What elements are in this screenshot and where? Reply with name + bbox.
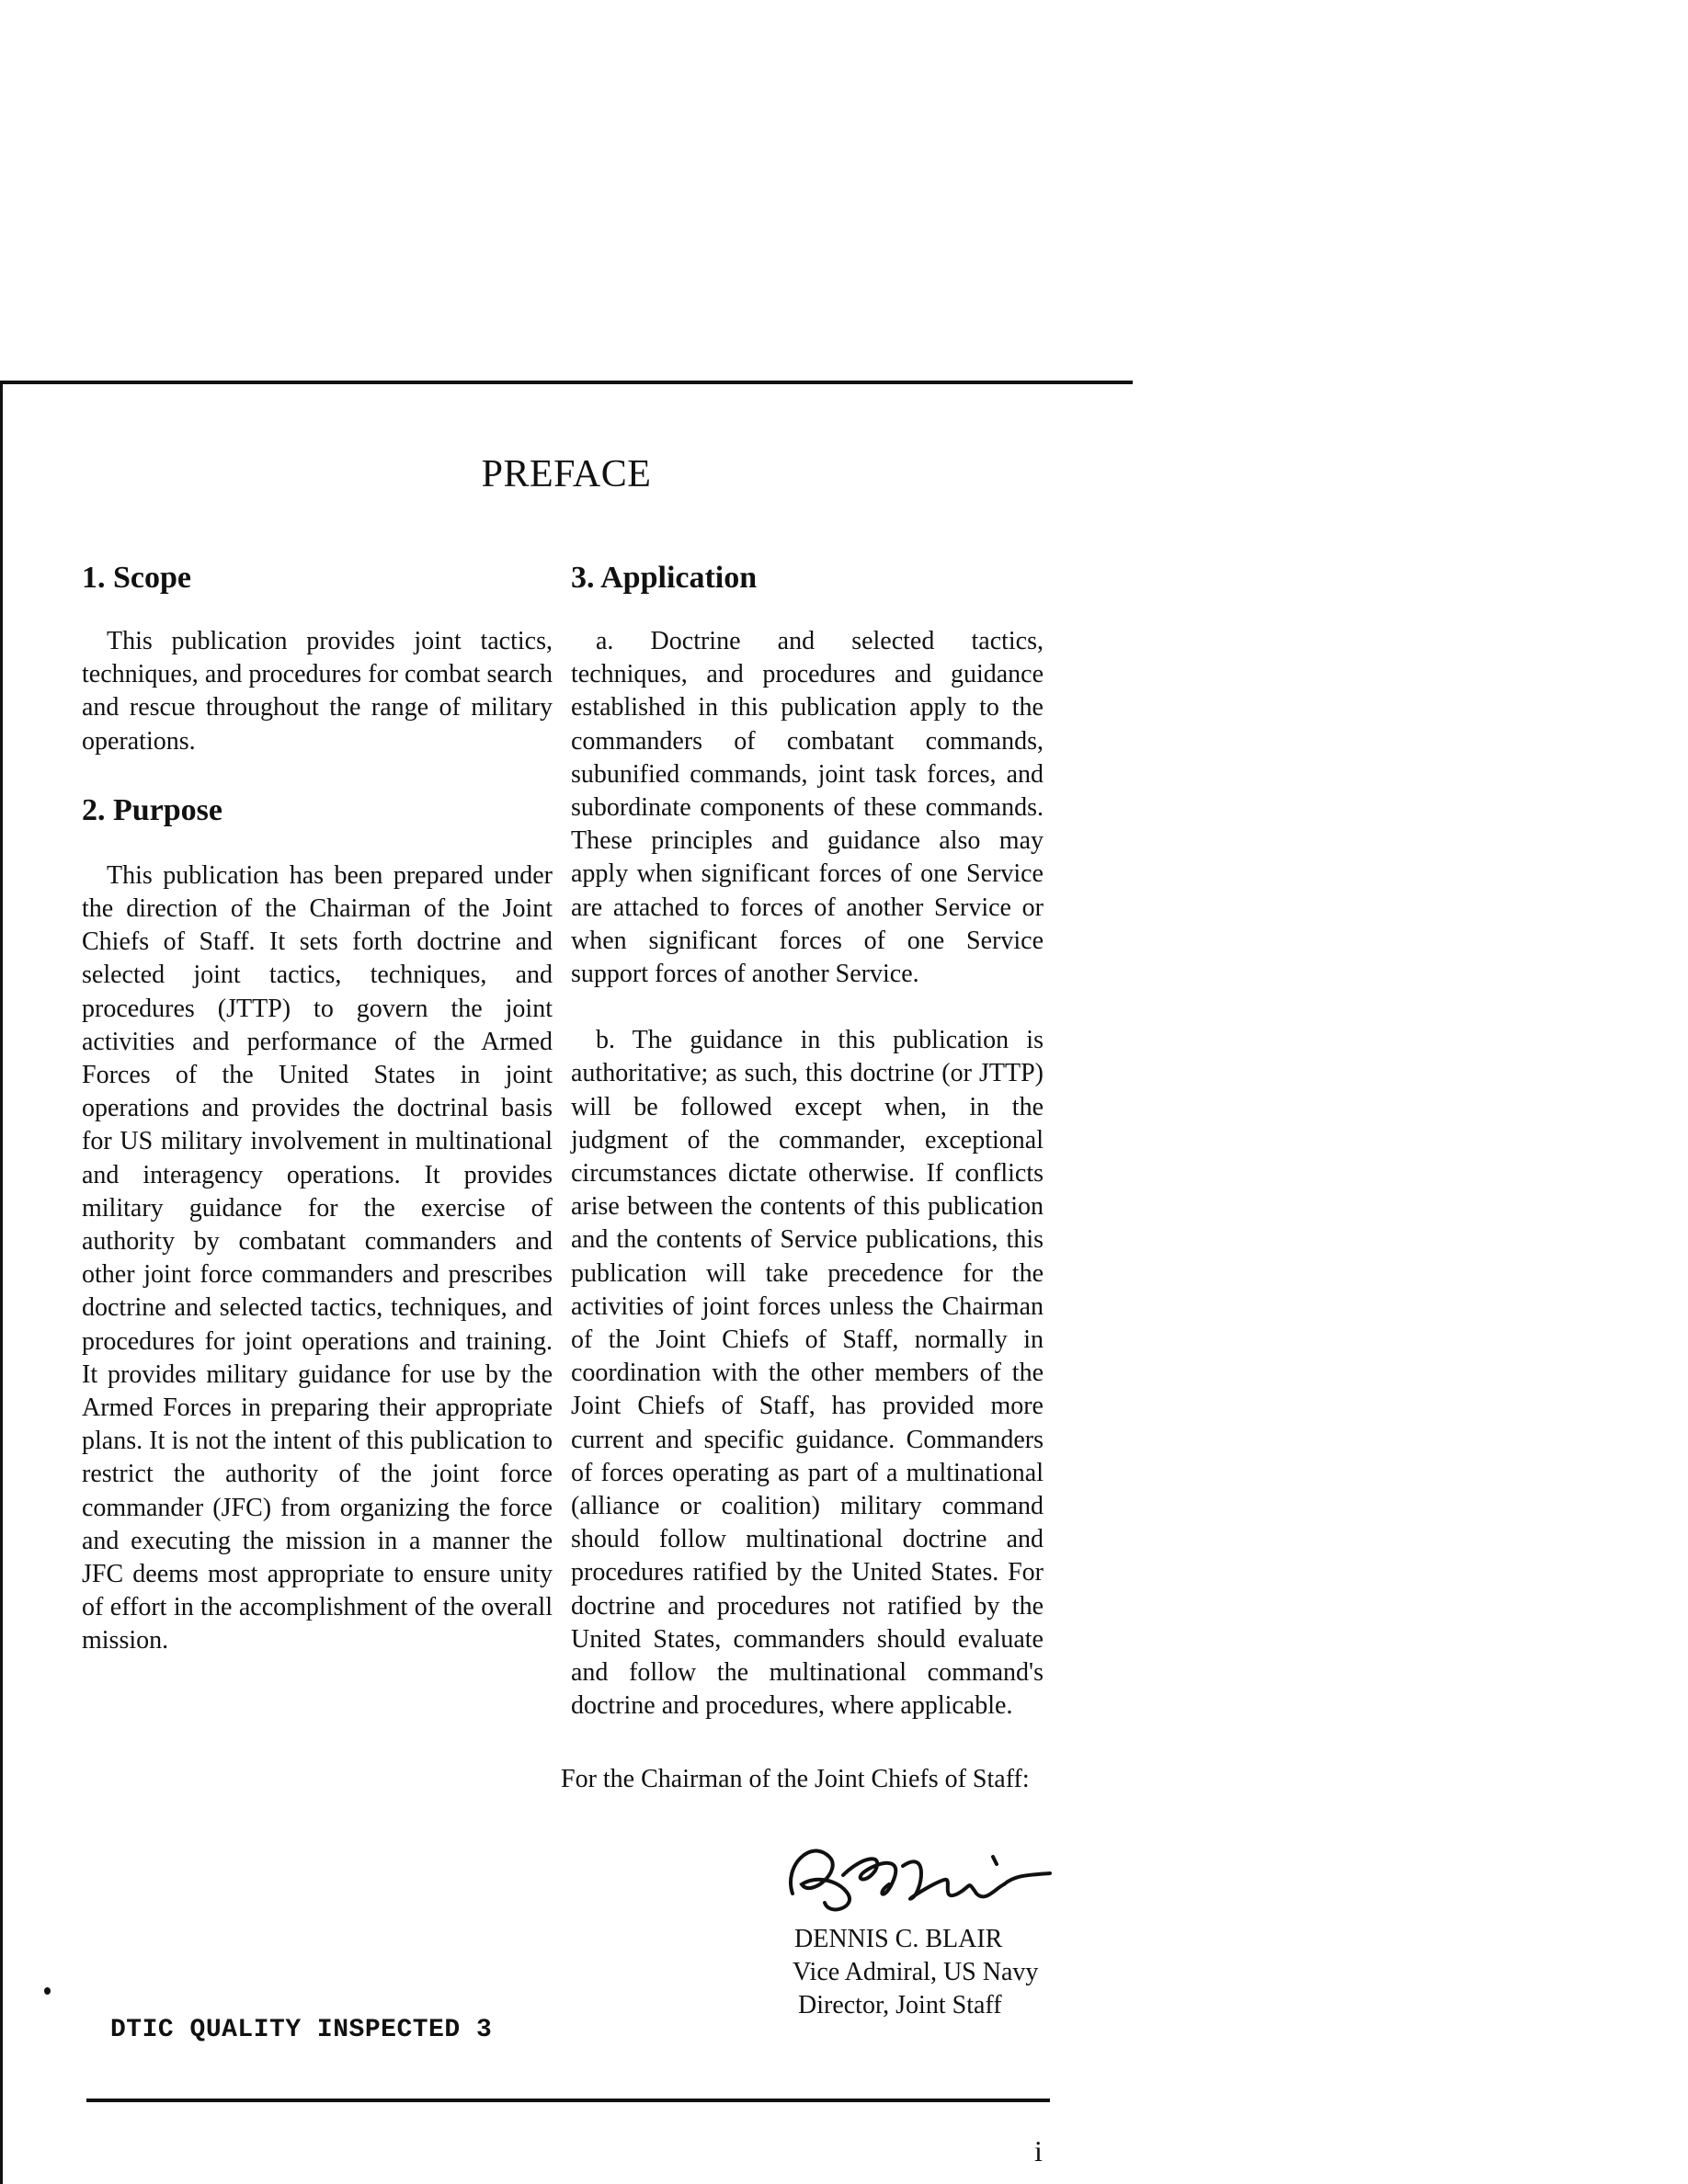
signature-block bbox=[794, 1923, 1038, 2022]
application-paragraph-a: a. Doctrine and selected tactics, techniques, and procedures and guidance established in this publication apply to the commanders of combatant commands, subunified commands, joint task forces, and subordinate components of these commands. These principles and guidance also may apply when significant forces of one Service are attached to forces of another Service or when significant forces of one Service support forces of another Service. bbox=[571, 627, 1044, 989]
purpose-paragraph: This publication has been prepared under the direction of the Chairman of the Joint Chiefs of Staff. It sets forth doctrine and selected joint tactics, techniques, and procedures (JTTP) to govern the joint activities and performance of the Armed Forces of the United States in joint operations and provides the doctrinal basis for US military involvement in multinational and interagency operations. It provides military guidance for the exercise of authority by combatant commanders and other joint force commanders and prescribes doctrine and selected tactics, techniques, and procedures for joint operations and training. It provides military guidance for use by the Armed Forces in preparing their appropriate plans. It is not the intent of this publication to restrict the authority of the joint force commander (JFC) from organizing the force and executing the mission in a manner the JFC deems most appropriate to ensure unity of effort in the accomplishment of the overall mission. bbox=[82, 860, 553, 1655]
signer-name: DENNIS C. BLAIR bbox=[794, 1925, 1003, 1953]
right-column bbox=[571, 557, 1044, 1723]
bottom-rule bbox=[86, 2099, 1050, 2102]
signer-rank: Vice Admiral, US Navy bbox=[793, 1958, 1039, 1986]
scope-paragraph: This publication provides joint tactics, techniques, and procedures for combat search and rescue throughout the range of military operations. bbox=[82, 627, 553, 756]
quality-stamp: DTIC QUALITY INSPECTED 3 bbox=[110, 2016, 493, 2044]
application-heading: 3. Application bbox=[571, 561, 758, 595]
top-rule bbox=[0, 381, 1133, 384]
handwritten-signature bbox=[774, 1829, 1059, 1930]
scope-heading: 1. Scope bbox=[82, 561, 191, 595]
left-margin-rule bbox=[0, 381, 3, 2184]
left-column bbox=[82, 557, 553, 1658]
signer-position: Director, Joint Staff bbox=[798, 1991, 1002, 2019]
page-title: PREFACE bbox=[481, 453, 652, 495]
for-chairman-line: For the Chairman of the Joint Chiefs of Staff: bbox=[561, 1765, 1030, 1793]
purpose-heading: 2. Purpose bbox=[82, 792, 222, 827]
application-paragraph-b: b. The guidance in this publication is authoritative; as such, this doctrine (or JTTP) will be followed except when, in the judgment of the commander, exceptional circumstances dictate otherwise. If conflicts arise between the contents of this publication and the contents of Service publications, this publication will take precedence for the activities of joint forces unless the Chairman of the Joint Chiefs of Staff, normally in coordination with the other members of the Joint Chiefs of Staff, has provided more current and specific guidance. Commanders of forces operating as part of a multinational (alliance or coalition) military command should follow multinational doctrine and procedures ratified by the United States. For doctrine and procedures not ratified by the United States, commanders should evaluate and follow the multinational command's doctrine and procedures, where applicable. bbox=[571, 1026, 1044, 1721]
page-number: i bbox=[1034, 2134, 1043, 2167]
margin-mark bbox=[44, 1987, 51, 1995]
